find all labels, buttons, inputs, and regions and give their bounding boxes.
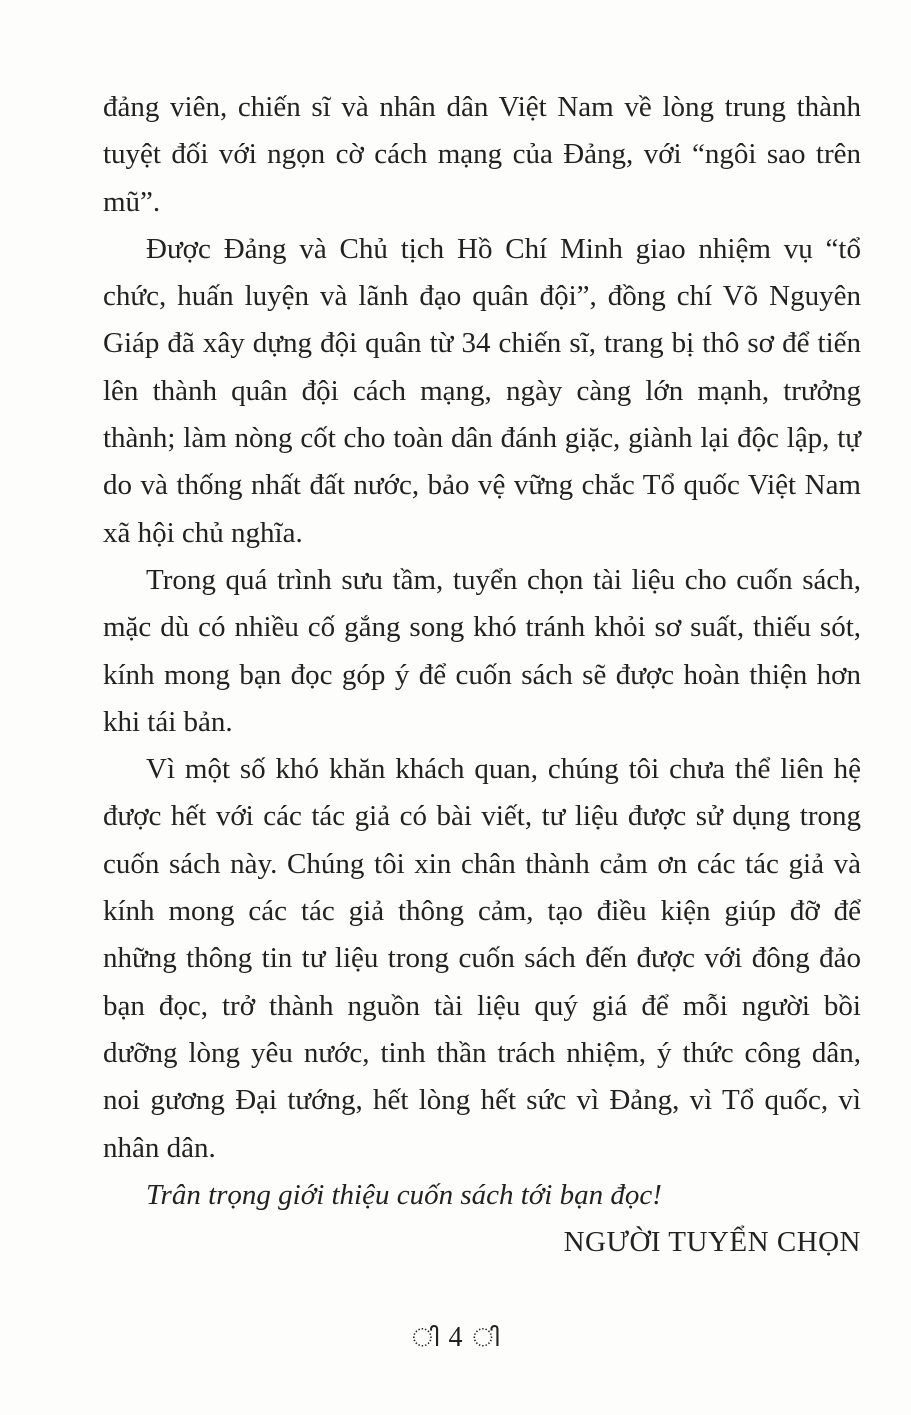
page-footer	[0, 1322, 911, 1354]
paragraph-general-giap: Được Đảng và Chủ tịch Hồ Chí Minh giao nhiệm vụ “tổ chức, huấn luyện và lãnh đạo quân đội”, đồng chí Võ Nguyên Giáp đã xây dựng đội quân từ 34 chiến sĩ, trang bị thô sơ để tiến lên thành quân đội cách mạng, ngày càng lớn mạnh, trưởng thành; làm nòng cốt cho toàn dân đánh giặc, giành lại độc lập, tự do và thống nhất đất nước, bảo vệ vững chắc Tổ quốc Việt Nam xã hội chủ nghĩa.	[103, 232, 861, 549]
body-text	[103, 84, 861, 1266]
paragraph-acknowledgement: Vì một số khó khăn khách quan, chúng tôi chưa thể liên hệ được hết với các tác giả có bài viết, tư liệu được sử dụng trong cuốn sách này. Chúng tôi xin chân thành cảm ơn các tác giả và kính mong các tác giả thông cảm, tạo điều kiện giúp đỡ để những thông tin tư liệu trong cuốn sách đến được với đông đảo bạn đọc, trở thành nguồn tài liệu quý giá để mỗi người bồi dưỡng lòng yêu nước, tinh thần trách nhiệm, ý thức công dân, noi gương Đại tướng, hết lòng hết sức vì Đảng, vì Tổ quốc, vì nhân dân.	[103, 753, 861, 1164]
signature: NGƯỜI TUYỂN CHỌN	[563, 1226, 861, 1259]
closing-line: Trân trọng giới thiệu cuốn sách tới bạn đọc!	[146, 1178, 662, 1211]
paragraph-continuation: đảng viên, chiến sĩ và nhân dân Việt Nam về lòng trung thành tuyệt đối với ngọn cờ cách mạng của Đảng, với “ngôi sao trên mũ”.	[103, 91, 861, 218]
paragraph-compilation: Trong quá trình sưu tầm, tuyển chọn tài liệu cho cuốn sách, mặc dù có nhiều cố gắng song khó tránh khỏi sơ suất, thiếu sót, kính mong bạn đọc góp ý để cuốn sách sẽ được hoàn thiện hơn khi tái bản.	[103, 563, 861, 738]
ornament-right-icon: ി	[472, 1323, 499, 1352]
page-number: 4	[448, 1322, 463, 1353]
ornament-left-icon: ി	[412, 1323, 439, 1352]
